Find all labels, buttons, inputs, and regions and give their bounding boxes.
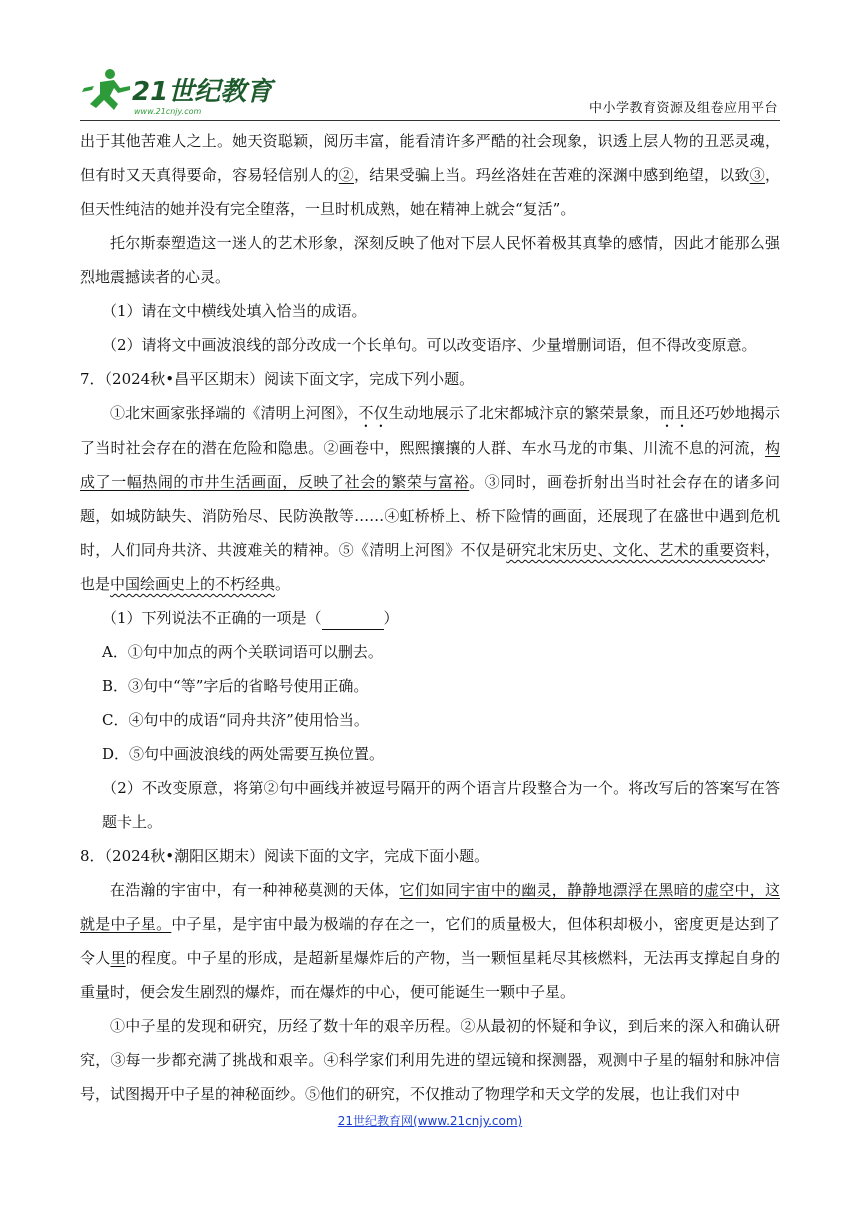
- logo-21cnjy: [80, 64, 273, 118]
- question-7-1: （1）下列说法不正确的一项是（ ）: [80, 601, 780, 635]
- runner-icon: [82, 69, 130, 110]
- underlined-segment: 它们如同宇宙中的幽灵，静静地漂浮在黑暗的虚空中，这就是中子星。: [80, 881, 780, 933]
- option-a: A．①句中加点的两个关联词语可以删去。: [102, 643, 383, 661]
- question-6-2: （2）请将文中画波浪线的部分改成一个长单句。可以改变语序、少量增删词语，但不得改变原意。: [102, 336, 757, 354]
- passage-paragraph: 托尔斯泰塑造这一迷人的艺术形象，深刻反映了他对下层人民怀着极其真挚的感情，因此才能那么强烈地震撼读者的心灵。: [80, 234, 780, 286]
- document-body: [80, 124, 780, 1111]
- answer-blank: [322, 607, 384, 630]
- logo-text: 21世纪教育: [132, 77, 273, 107]
- question-6-1: （1）请在文中横线处填入恰当的成语。: [102, 302, 367, 320]
- logo-url: www.21cnjy.com: [134, 107, 202, 116]
- question-7-passage: ①北宋画家张择端的《清明上河图》，不仅生动地展示了北宋都城汴京的繁荣景象，而且还巧妙地揭示了当时社会存在的潜在危险和隐患。②画卷中，熙熙攘攘的人群、车水马龙的市集、川流不息的河流，构成了一幅热闹的市井生活画面，反映了社会的繁荣与富裕。③同时，画卷折射出当时社会存在的诸多问题，如城防缺失、消防殆尽、民防涣散等……④虹桥桥上、桥下险情的画面，还展现了在盛世中遇到危机时，人们同舟共济、共渡难关的精神。⑤《清明上河图》不仅是研究北宋历史、文化、艺术的重要资料，也是中国绘画史上的不朽经典。: [80, 404, 780, 593]
- footer-link[interactable]: 21世纪教育网(www.21cnjy.com): [337, 1114, 523, 1128]
- question-7-title: 7．（2024秋•昌平区期末）阅读下面文字，完成下列小题。: [80, 370, 475, 388]
- question-8-title: 8．（2024秋•潮阳区期末）阅读下面的文字，完成下面小题。: [80, 847, 490, 865]
- dotted-conjunction: 而且: [659, 404, 690, 422]
- blank-3: ③: [749, 166, 765, 184]
- dotted-conjunction: 不仅: [358, 404, 389, 422]
- underlined-segment: 构成了一幅热闹的市井生活画面，反映了社会的繁荣与富裕: [80, 439, 780, 491]
- blank-2: ②: [338, 166, 354, 184]
- question-7-2: （2）不改变原意，将第②句中画线并被逗号隔开的两个语言片段整合为一个。将改写后的答案写在答题卡上。: [102, 779, 780, 831]
- page-header: [80, 64, 780, 121]
- passage-paragraph: 出于其他苦难人之上。她天资聪颖，阅历丰富，能看清许多严酷的社会现象，识透上层人物的丑恶灵魂，但有时又天真得要命，容易轻信别人的②，结果受骗上当。玛丝洛娃在苦难的深渊中感到绝望，以致③，但天性纯洁的她并没有完全堕落，一旦时机成熟，她在精神上就会“复活”。: [80, 132, 780, 218]
- question-8-passage: ①中子星的发现和研究，历经了数十年的艰辛历程。②从最初的怀疑和争议，到后来的深入和确认研究，③每一步都充满了挑战和艰辛。④科学家们利用先进的望远镜和探测器，观测中子星的辐射和脉冲信号，试图揭开中子星的神秘面纱。⑤他们的研究，不仅推动了物理学和天文学的发展，也让我们对中: [80, 1017, 780, 1103]
- option-c: C．④句中的成语“同舟共济”使用恰当。: [102, 711, 369, 729]
- wavy-segment: 中国绘画史上的不朽经典: [110, 575, 276, 593]
- underlined-char: 里: [110, 949, 126, 967]
- option-b: B．③句中“等”字后的省略号使用正确。: [102, 677, 369, 695]
- question-8-passage: 在浩瀚的宇宙中，有一种神秘莫测的天体，它们如同宇宙中的幽灵，静静地漂浮在黑暗的虚空中，这就是中子星。中子星，是宇宙中最为极端的存在之一，它们的质量极大，但体积却极小，密度更是达到了令人里的程度。中子星的形成，是超新星爆炸后的产物，当一颗恒星耗尽其核燃料，无法再支撑起自身的重量时，便会发生剧烈的爆炸，而在爆炸的中心，便可能诞生一颗中子星。: [80, 881, 780, 1001]
- wavy-segment: 研究北宋历史、文化、艺术的重要资料: [506, 541, 765, 559]
- platform-title: 中小学教育资源及组卷应用平台: [588, 101, 778, 116]
- option-d: D．⑤句中画波浪线的两处需要互换位置。: [102, 745, 385, 763]
